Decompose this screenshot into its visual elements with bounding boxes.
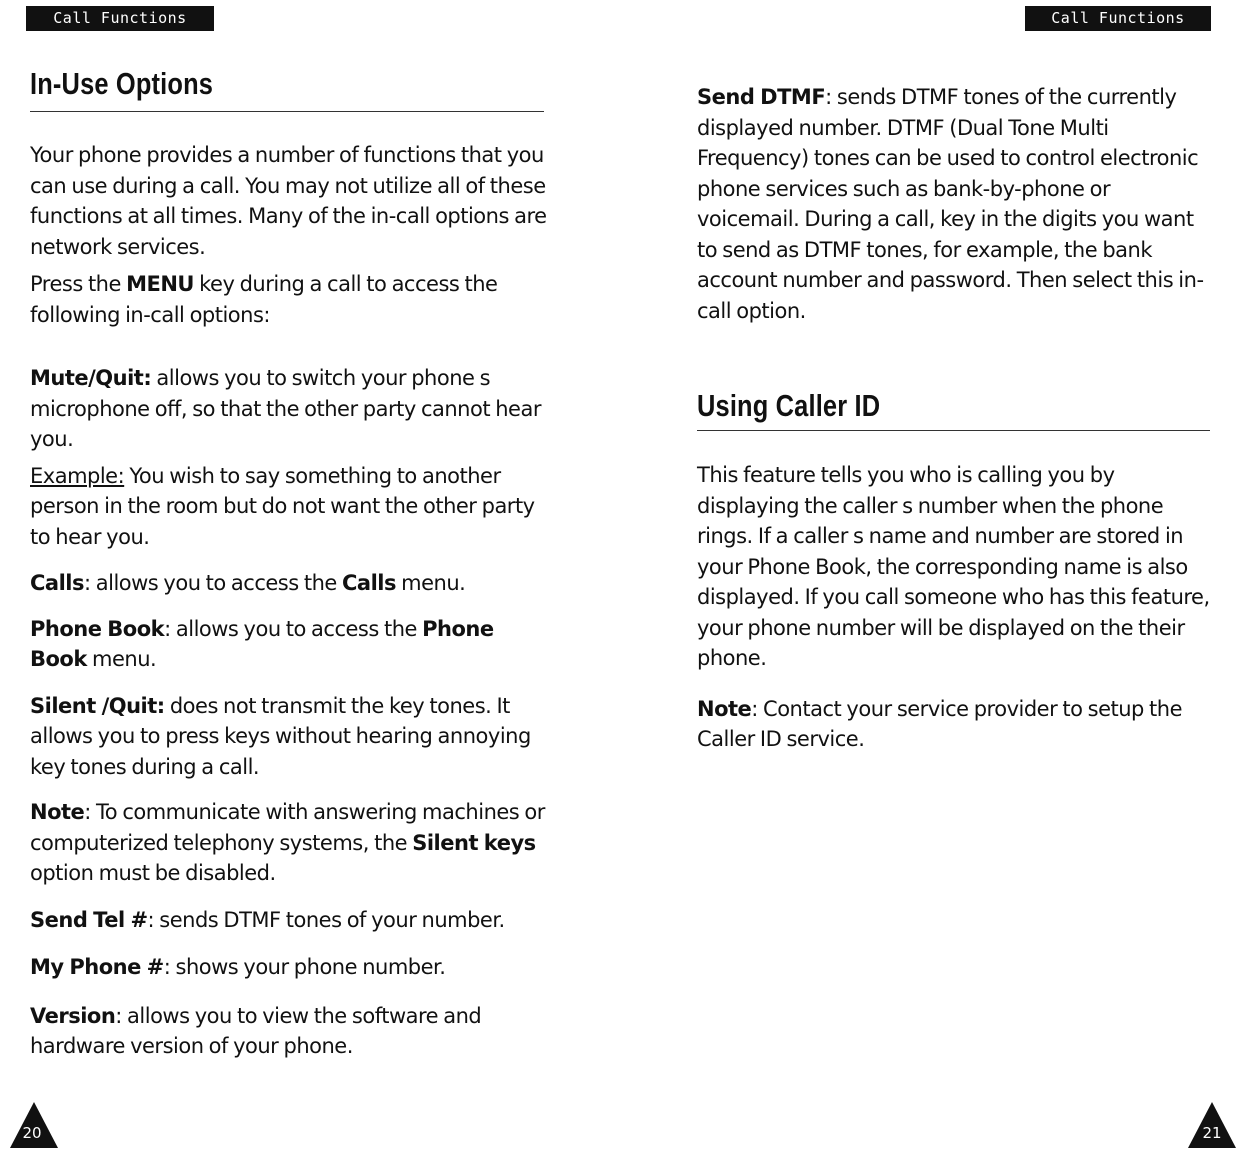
send-dtmf-section: [697, 82, 1217, 326]
left-body: [30, 140, 550, 1062]
menu-paragraph: Press the MENU key during a call to access the following in-call options:: [30, 272, 498, 327]
left-header-tab: Call Functions: [26, 6, 214, 31]
right-body: [697, 460, 1217, 755]
send-tel-item: Send Tel #: sends DTMF tones of your number.: [30, 907, 505, 932]
mute-quit-item: Mute/Quit: allows you to switch your phone s microphone off, so that the other party cannot hear you.: [30, 366, 541, 451]
page-number: 20: [22, 1124, 42, 1142]
silent-quit-item: Silent /Quit: does not transmit the key tones. It allows you to press keys without hearing annoying key tones during a call.: [30, 693, 531, 779]
left-page-title: In-Use Options: [30, 66, 214, 101]
note-silent-keys: Note: To communicate with answering machines or computerized telephony systems, the Silent keys option must be disabled.: [30, 800, 545, 885]
right-header-tab: Call Functions: [1025, 6, 1211, 31]
send-dtmf-item: Send DTMF: sends DTMF tones of the currently displayed number. DTMF (Dual Tone Multi Frequency) tones can be used to control electronic phone services such as bank-by-phone or voicemail. During a call, key in the digits you want to send as DTMF tones, for example, the bank account number and password. Then select this in-call option.: [697, 85, 1204, 323]
version-item: Version: allows you to view the software and hardware version of your phone.: [30, 1003, 482, 1058]
calls-item: Calls: allows you to access the Calls menu.: [30, 571, 466, 595]
example-item: Example: You wish to say something to another person in the room but do not want the other party to hear you.: [30, 463, 535, 549]
phone-book-item: Phone Book: allows you to access the Phone Book menu.: [30, 616, 494, 671]
left-page: [0, 0, 600, 1150]
left-title-rule: [30, 111, 544, 112]
right-page: [640, 0, 1244, 1150]
note-caller-id: Note: Contact your service provider to setup the Caller ID service.: [697, 696, 1183, 751]
right-title-rule: [697, 430, 1210, 431]
caller-id-paragraph: This feature tells you who is calling you by displaying the caller s number when the phone rings. If a caller s name and number are stored in your Phone Book, the corresponding name is also displayed. If you call someone who has this feature, your phone number will be displayed on the their phone.: [697, 463, 1210, 670]
page-number: 21: [1202, 1124, 1222, 1142]
right-page-title: Using Caller ID: [697, 388, 881, 423]
intro-paragraph: Your phone provides a number of functions that you can use during a call. You may not utilize all of these functions at all times. Many of the in-call options are network services.: [30, 143, 547, 259]
my-phone-item: My Phone #: shows your phone number.: [30, 955, 446, 979]
